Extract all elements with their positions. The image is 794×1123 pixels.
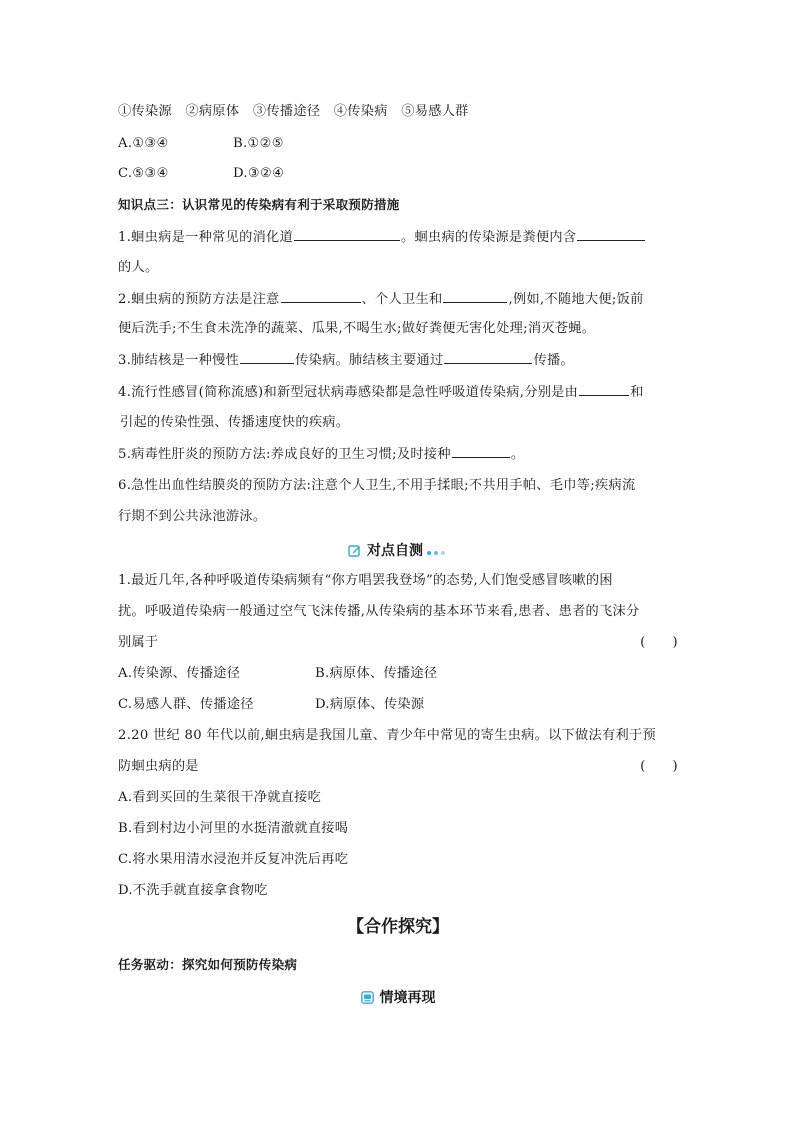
kp3-question-6: 6.急性出血性结膜炎的预防方法:注意个人卫生,不用手揉眼;不共用手帕、毛巾等;疾病流 [118,478,636,493]
text: 防蛔虫病的是 [118,759,199,774]
fill-blank[interactable] [294,228,400,241]
self-test-q2-option-d[interactable]: D.不洗手就直接拿食物吃 [118,883,268,898]
cooperation-title: 【合作探究】 [347,917,449,937]
kp3-question-1 [118,228,646,247]
decor-dots [427,543,448,559]
self-test-q1-line2: 扰。呼吸道传染病一般通过空气飞沫传播,从传染病的基本环节来看,患者、患者的飞沫分 [118,604,640,619]
answer-parentheses[interactable]: ( ) [640,635,678,650]
self-test-q2-option-a[interactable]: A.看到买回的生菜很干净就直接吃 [118,790,322,805]
option-c: C.⑤③④ [118,166,169,181]
fill-blank[interactable] [577,228,645,241]
self-test-q2-option-c[interactable]: C.将水果用清水浸泡并反复冲洗后再吃 [118,852,349,867]
text: 传染病。肺结核主要通过 [295,353,444,368]
kp3-question-3 [118,351,574,370]
option-b: B.①②⑤ [233,136,284,151]
text: 传播。 [533,353,574,368]
kp3-question-5 [118,445,524,464]
fill-blank[interactable] [443,290,507,303]
text: 5.病毒性肝炎的预防方法:养成良好的卫生习惯;及时接种 [118,447,451,462]
kp3-question-4 [118,383,644,402]
kp3-question-2 [118,290,644,309]
text: 和 [630,385,644,400]
self-test-q1-option-a[interactable]: A.传染源、传播途径 [118,666,241,681]
edit-pencil-icon [348,544,361,561]
self-test-q1-option-b[interactable]: B.病原体、传播途径 [315,666,438,681]
answer-parentheses[interactable]: ( ) [640,759,678,774]
kp3-question-4-cont [118,414,349,432]
self-test-q2-line1: 2.20 世纪 80 年代以前,蛔虫病是我国儿童、青少年中常见的寄生虫病。以下做法有利于预 [118,728,656,743]
kp3-question-6-cont: 行期不到公共泳池游泳。 [118,509,267,524]
text: 4.流行性感冒(简称流感)和新型冠状病毒感染都是急性呼吸道传染病,分别是由 [118,385,579,400]
scene-label: 情境再现 [379,990,436,1006]
text: 1.蛔虫病是一种常见的消化道 [118,230,294,245]
screen-icon [361,991,374,1008]
text: 别属于 [118,635,159,650]
kp3-question-2-cont: 便后洗手;不生食未洗净的蔬菜、瓜果,不喝生水;做好粪便无害化处理;消灭苍蝇。 [118,321,596,336]
text: 。蛔虫病的传染源是粪便内含 [401,230,577,245]
text: 2.蛔虫病的预防方法是注意 [118,292,280,307]
text: 、个人卫生和 [361,292,443,307]
kp3-question-1-cont: 的人。 [118,260,159,275]
task-driver-line: 任务驱动：探究如何预防传染病 [118,957,298,972]
scene-title [118,987,678,1008]
option-d: D.③②④ [233,166,285,181]
text: 。 [510,447,525,462]
self-test-title [118,540,678,561]
text: 3.肺结核是一种慢性 [118,353,240,368]
text: ,例如,不随地大便;饭前 [508,292,644,307]
self-test-label: 对点自测 [367,543,423,559]
fill-blank[interactable] [240,351,294,364]
self-test-q1-line3 [118,634,678,652]
option-a: A.①③④ [118,136,169,151]
fill-blank[interactable] [444,351,532,364]
self-test-q1-line1: 1.最近几年,各种呼吸道传染病频有“你方唱罢我登场”的态势,人们饱受感冒咳嗽的困 [118,573,613,588]
fill-blank[interactable] [579,383,629,396]
options-line: ①传染源 ②病原体 ③传播途径 ④传染病 ⑤易感人群 [118,104,469,119]
fill-blank[interactable] [281,290,361,303]
fill-blank[interactable] [452,445,510,458]
text: 引起的传染性强、传播速度快的疾病。 [120,415,350,430]
knowledge-point-3-heading: 知识点三：认识常见的传染病有利于采取预防措施 [118,197,400,212]
self-test-q1-option-d[interactable]: D.病原体、传染源 [315,697,425,712]
self-test-q1-option-c[interactable]: C.易感人群、传播途径 [118,697,254,712]
self-test-q2-option-b[interactable]: B.看到村边小河里的水挺清澈就直接喝 [118,821,349,836]
self-test-q2-line2 [118,758,678,776]
